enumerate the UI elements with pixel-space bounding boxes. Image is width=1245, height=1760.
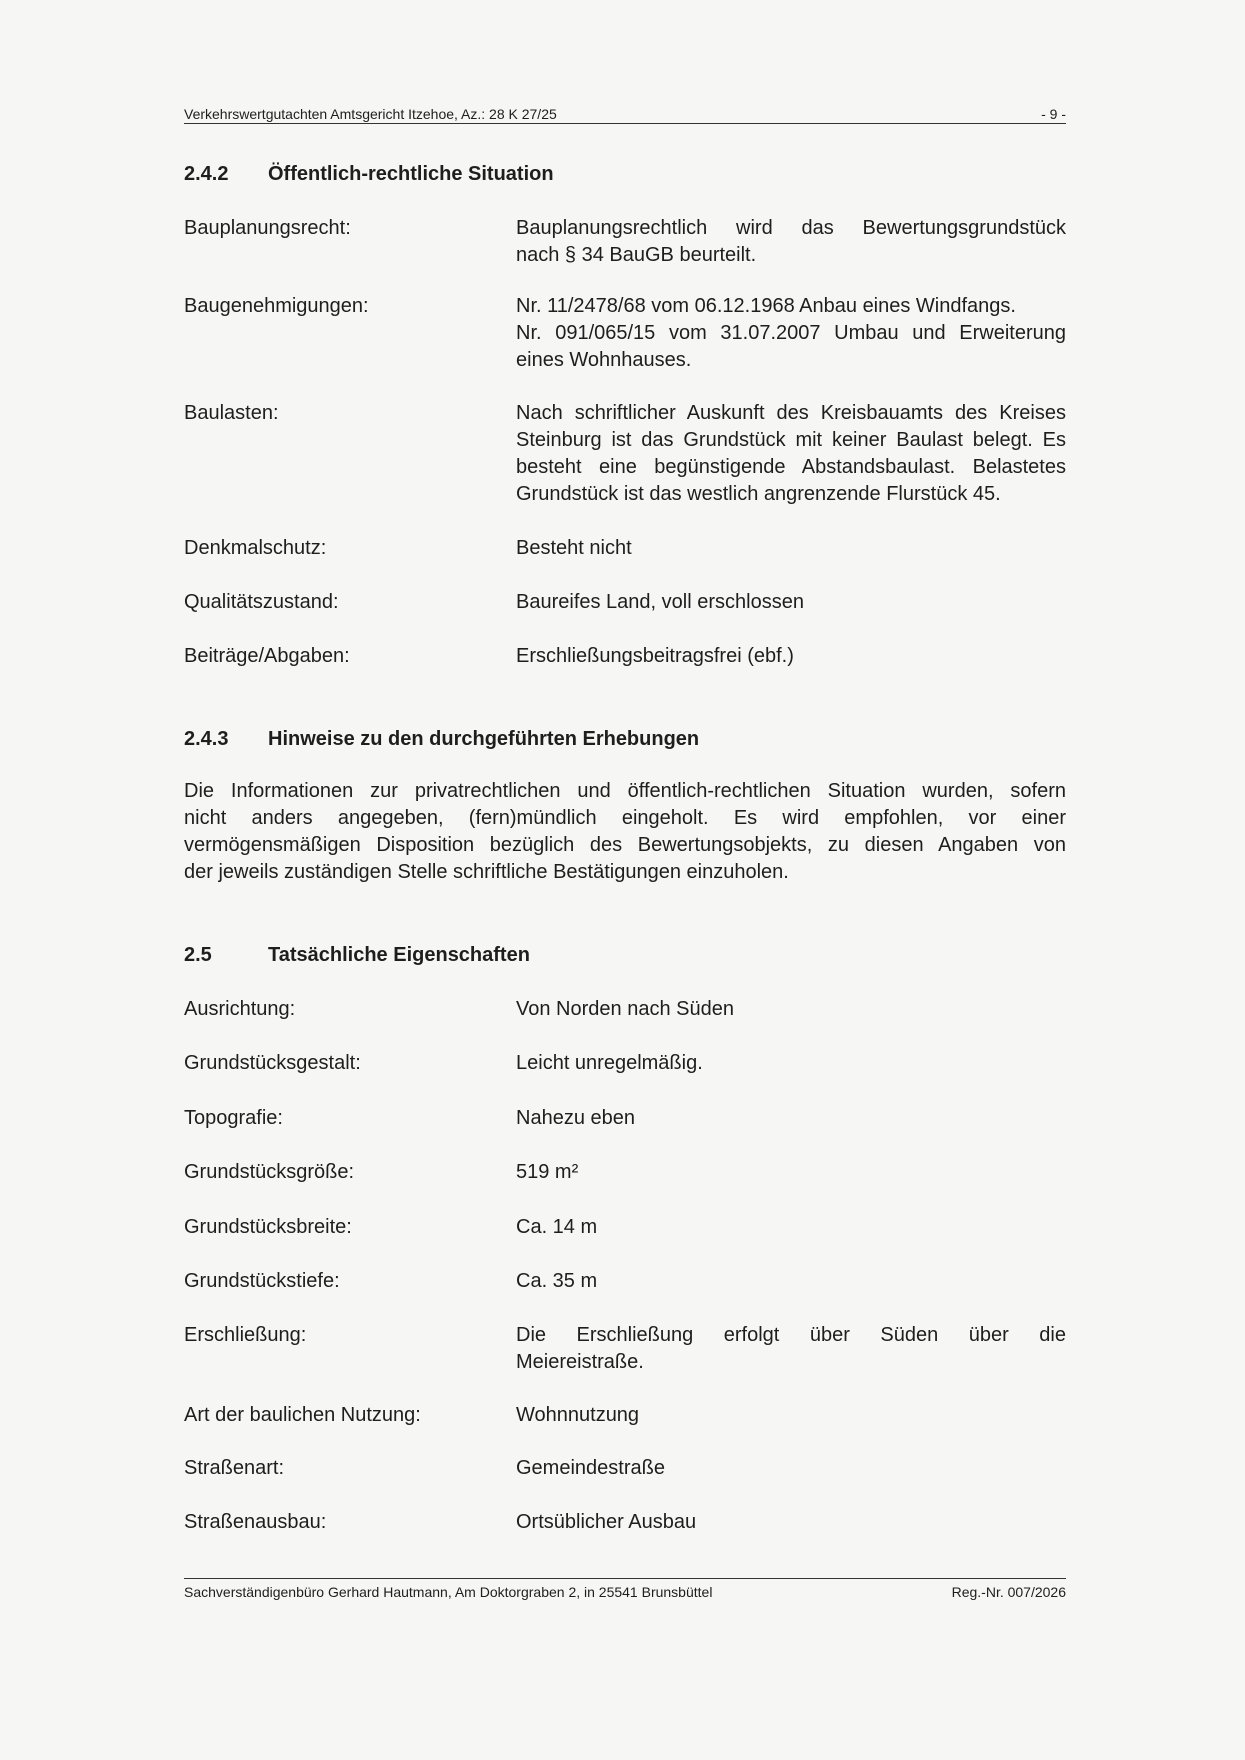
value-line: nach § 34 BauGB beurteilt.: [516, 244, 757, 266]
value-line: Ca. 35 m: [516, 1270, 598, 1292]
value-line: Die Erschließung erfolgt über Süden über die: [516, 1324, 1066, 1346]
value-line: Nahezu eben: [516, 1107, 635, 1129]
row-value: [516, 400, 1066, 508]
row-label: Grundstückstiefe:: [184, 1270, 340, 1292]
value-line: eines Wohnhauses.: [516, 349, 692, 371]
row-label: Grundstücksgröße:: [184, 1161, 355, 1183]
row-label: Beiträge/Abgaben:: [184, 645, 350, 667]
row-value: [516, 215, 1066, 269]
value-line: 519 m²: [516, 1161, 579, 1183]
page-footer: [184, 1578, 1066, 1601]
row-value: [516, 1105, 1066, 1132]
row-value: [516, 1509, 1066, 1536]
paragraph-line: nicht anders angegeben, (fern)mündlich eingeholt. Es wird empfohlen, vor einer: [184, 807, 1066, 829]
row-value: [516, 996, 1066, 1023]
row-value: [516, 1322, 1066, 1376]
row-label: Ausrichtung:: [184, 998, 296, 1020]
header-title: Verkehrswertgutachten Amtsgericht Itzehoe, Az.: 28 K 27/25: [184, 106, 557, 122]
section-heading-25: [184, 943, 530, 967]
paragraph-line: vermögensmäßigen Disposition bezüglich des Bewertungsobjekts, zu diesen Angaben von: [184, 834, 1066, 856]
notes-paragraph: [184, 778, 1066, 886]
row-value: [516, 589, 1066, 616]
page-header: [184, 106, 1066, 124]
section-number: 2.5: [184, 944, 212, 966]
row-value: [516, 643, 1066, 670]
row-label: Grundstücksgestalt:: [184, 1052, 361, 1074]
row-label: Straßenart:: [184, 1457, 285, 1479]
section-number: 2.4.2: [184, 163, 229, 185]
row-label: Qualitätszustand:: [184, 591, 339, 613]
value-line: Steinburg ist das Grundstück mit keiner Baulast belegt. Es: [516, 429, 1066, 451]
row-label: Denkmalschutz:: [184, 537, 327, 559]
value-line: Nach schriftlicher Auskunft des Kreisbauamts des Kreises: [516, 402, 1066, 424]
paragraph-line: der jeweils zuständigen Stelle schriftliche Bestätigungen einzuholen.: [184, 861, 789, 883]
value-line: Leicht unregelmäßig.: [516, 1052, 703, 1074]
row-label: Bauplanungsrecht:: [184, 217, 351, 239]
page-number: - 9 -: [1041, 106, 1066, 122]
row-value: [516, 1402, 1066, 1429]
section-number: 2.4.3: [184, 728, 229, 750]
row-value: [516, 1214, 1066, 1241]
value-line: Besteht nicht: [516, 537, 632, 559]
footer-reg-number: Reg.-Nr. 007/2026: [951, 1584, 1066, 1600]
value-line: Baureifes Land, voll erschlossen: [516, 591, 804, 613]
value-line: Nr. 11/2478/68 vom 06.12.1968 Anbau eines Windfangs.: [516, 295, 1016, 317]
row-value: [516, 1159, 1066, 1186]
section-heading-243: [184, 727, 699, 751]
row-value: [516, 535, 1066, 562]
value-line: Grundstück ist das westlich angrenzende Flurstück 45.: [516, 483, 1001, 505]
value-line: Wohnnutzung: [516, 1404, 640, 1426]
section-title: Hinweise zu den durchgeführten Erhebungen: [268, 728, 700, 750]
row-label: Erschließung:: [184, 1324, 307, 1346]
row-label: Straßenausbau:: [184, 1511, 327, 1533]
row-value: [516, 1050, 1066, 1077]
value-line: Ca. 14 m: [516, 1216, 598, 1238]
section-title: Öffentlich-rechtliche Situation: [268, 163, 554, 185]
paragraph-line: Die Informationen zur privatrechtlichen und öffentlich-rechtlichen Situation wurden, sofern: [184, 780, 1066, 802]
section-title: Tatsächliche Eigenschaften: [268, 944, 530, 966]
section-heading-242: [184, 162, 554, 186]
value-line: Nr. 091/065/15 vom 31.07.2007 Umbau und Erweiterung: [516, 322, 1066, 344]
row-value: [516, 293, 1066, 374]
row-value: [516, 1455, 1066, 1482]
footer-address: Sachverständigenbüro Gerhard Hautmann, Am Doktorgraben 2, in 25541 Brunsbüttel: [184, 1584, 713, 1600]
value-line: besteht eine begünstigende Abstandsbaulast. Belastetes: [516, 456, 1066, 478]
row-value: [516, 1268, 1066, 1295]
row-label: Grundstücksbreite:: [184, 1216, 352, 1238]
row-label: Topografie:: [184, 1107, 283, 1129]
value-line: Bauplanungsrechtlich wird das Bewertungsgrundstück: [516, 217, 1066, 239]
row-label: Art der baulichen Nutzung:: [184, 1404, 421, 1426]
value-line: Erschließungsbeitragsfrei (ebf.): [516, 645, 794, 667]
value-line: Meiereistraße.: [516, 1351, 644, 1373]
value-line: Von Norden nach Süden: [516, 998, 734, 1020]
value-line: Gemeindestraße: [516, 1457, 665, 1479]
row-label: Baulasten:: [184, 402, 279, 424]
row-label: Baugenehmigungen:: [184, 295, 369, 317]
value-line: Ortsüblicher Ausbau: [516, 1511, 697, 1533]
